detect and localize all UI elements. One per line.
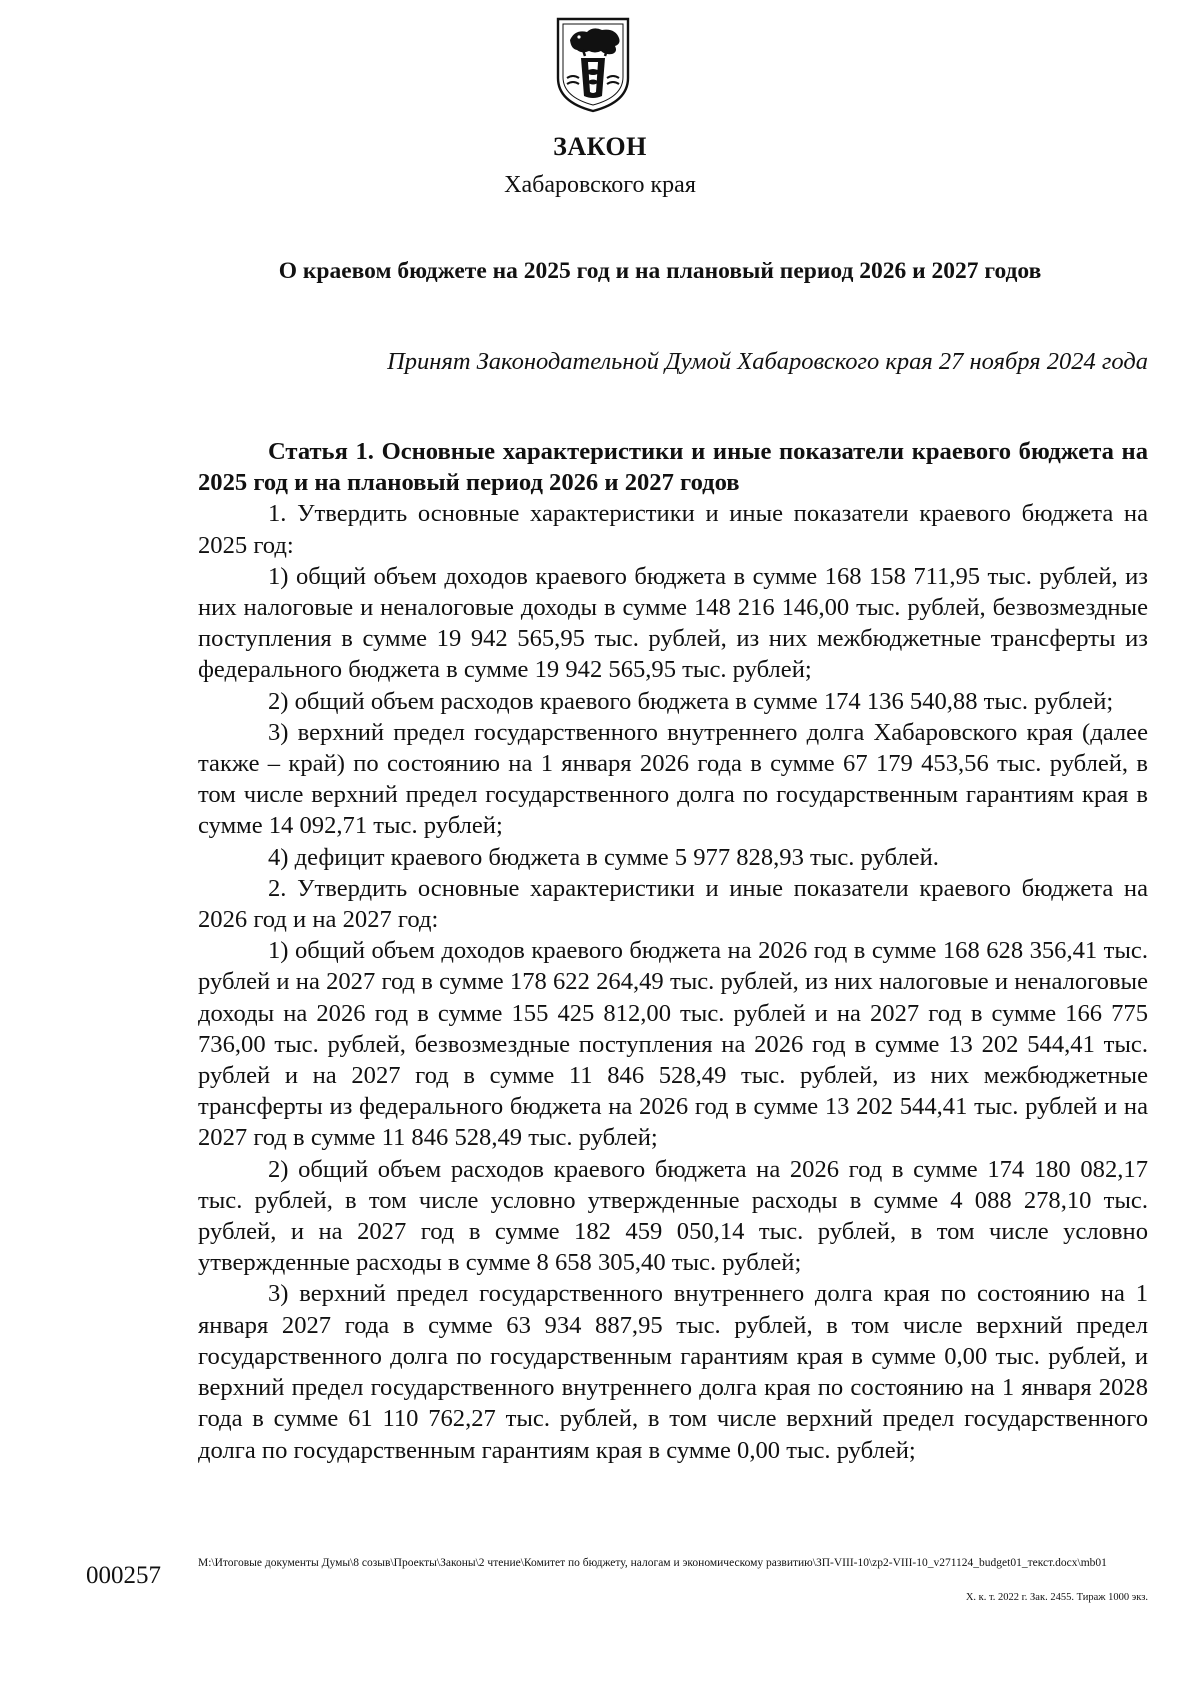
paragraph: 3) верхний предел государственного внутреннего долга Хабаровского края (далее также – край) по состоянию на 1 января 2026 года в сумме 67 179 453,56 тыс. рублей, в том числе верхний предел государственного долга по государственным гарантиям края в сумме 14 092,71 тыс. рублей; <box>198 718 1148 840</box>
paragraph: 1) общий объем доходов краевого бюджета на 2026 год в сумме 168 628 356,41 тыс. рублей и на 2027 год в сумме 178 622 264,49 тыс. рублей, из них налоговые и неналоговые доходы на 2026 год в сумме 155 425 812,00 тыс. рублей и на 2027 год в сумме 166 775 736,00 тыс. рублей, безвозмездные поступления на 2026 год в сумме 13 202 544,41 тыс. рублей и на 2027 год в сумме 11 846 528,49 тыс. рублей, из них межбюджетные трансферты из федерального бюджета на 2026 год в сумме 13 202 544,41 тыс. рублей и на 2027 год в сумме 11 846 528,49 тыс. рублей; <box>198 937 1148 1152</box>
paragraph: 1) общий объем доходов краевого бюджета в сумме 168 158 711,95 тыс. рублей, из них налоговые и неналоговые доходы в сумме 148 216 146,00 тыс. рублей, безвозмездные поступления в сумме 19 942 565,95 тыс. рублей, из них межбюджетные трансферты из федерального бюджета в сумме 19 942 565,95 тыс. рублей; <box>198 562 1148 684</box>
adoption-statement: Принят Законодательной Думой Хабаровского края 27 ноября 2024 года <box>387 348 1148 375</box>
document-type-title: ЗАКОН <box>553 132 647 161</box>
document-region: Хабаровского края <box>504 172 696 198</box>
law-title: О краевом бюджете на 2025 год и на плановый период 2026 и 2027 годов <box>278 258 1042 284</box>
paragraph: 2) общий объем расходов краевого бюджета на 2026 год в сумме 174 180 082,17 тыс. рублей, в том числе условно утвержденные расходы в сумме 4 088 278,10 тыс. рублей, и на 2027 год в сумме 182 459 050,14 тыс. рублей, в том числе условно утвержденные расходы в сумме 8 658 305,40 тыс. рублей; <box>198 1155 1148 1277</box>
paragraph: 1. Утвердить основные характеристики и иные показатели краевого бюджета на 2025 год: <box>198 500 1148 559</box>
paragraph: 3) верхний предел государственного внутреннего долга края по состоянию на 1 января 2027 года в сумме 63 934 887,95 тыс. рублей, в том числе верхний предел государственного долга по государственным гарантиям края в сумме 0,00 тыс. рублей, и верхний предел государственного внутреннего долга края по состоянию на 1 января 2028 года в сумме 61 110 762,27 тыс. рублей, в том числе верхний предел государственного долга по государственным гарантиям края в сумме 0,00 тыс. рублей; <box>198 1280 1148 1464</box>
paragraph: 2. Утвердить основные характеристики и иные показатели краевого бюджета на 2026 год и на 2027 год: <box>198 874 1148 934</box>
coat-of-arms-emblem <box>555 16 631 114</box>
paragraph: 2) общий объем расходов краевого бюджета в сумме 174 136 540,88 тыс. рублей; <box>268 687 1114 715</box>
document-number: 000257 <box>86 1562 161 1589</box>
law-body <box>198 436 1148 1466</box>
article-heading: Статья 1. Основные характеристики и иные показатели краевого бюджета на 2025 год и на плановый период 2026 и 2027 годов <box>198 438 1148 497</box>
file-path: M:\Итоговые документы Думы\8 созыв\Проекты\Законы\2 чтение\Комитет по бюджету, налогам и экономическому развитию\ЗП-VIII-10\zp2-VIII-10_v271124_budget01_текст.docx\mb01 <box>198 1557 1107 1569</box>
paragraph: 4) дефицит краевого бюджета в сумме 5 977 828,93 тыс. рублей. <box>268 843 939 871</box>
print-info: Х. к. т. 2022 г. Зак. 2455. Тираж 1000 экз. <box>965 1592 1148 1603</box>
